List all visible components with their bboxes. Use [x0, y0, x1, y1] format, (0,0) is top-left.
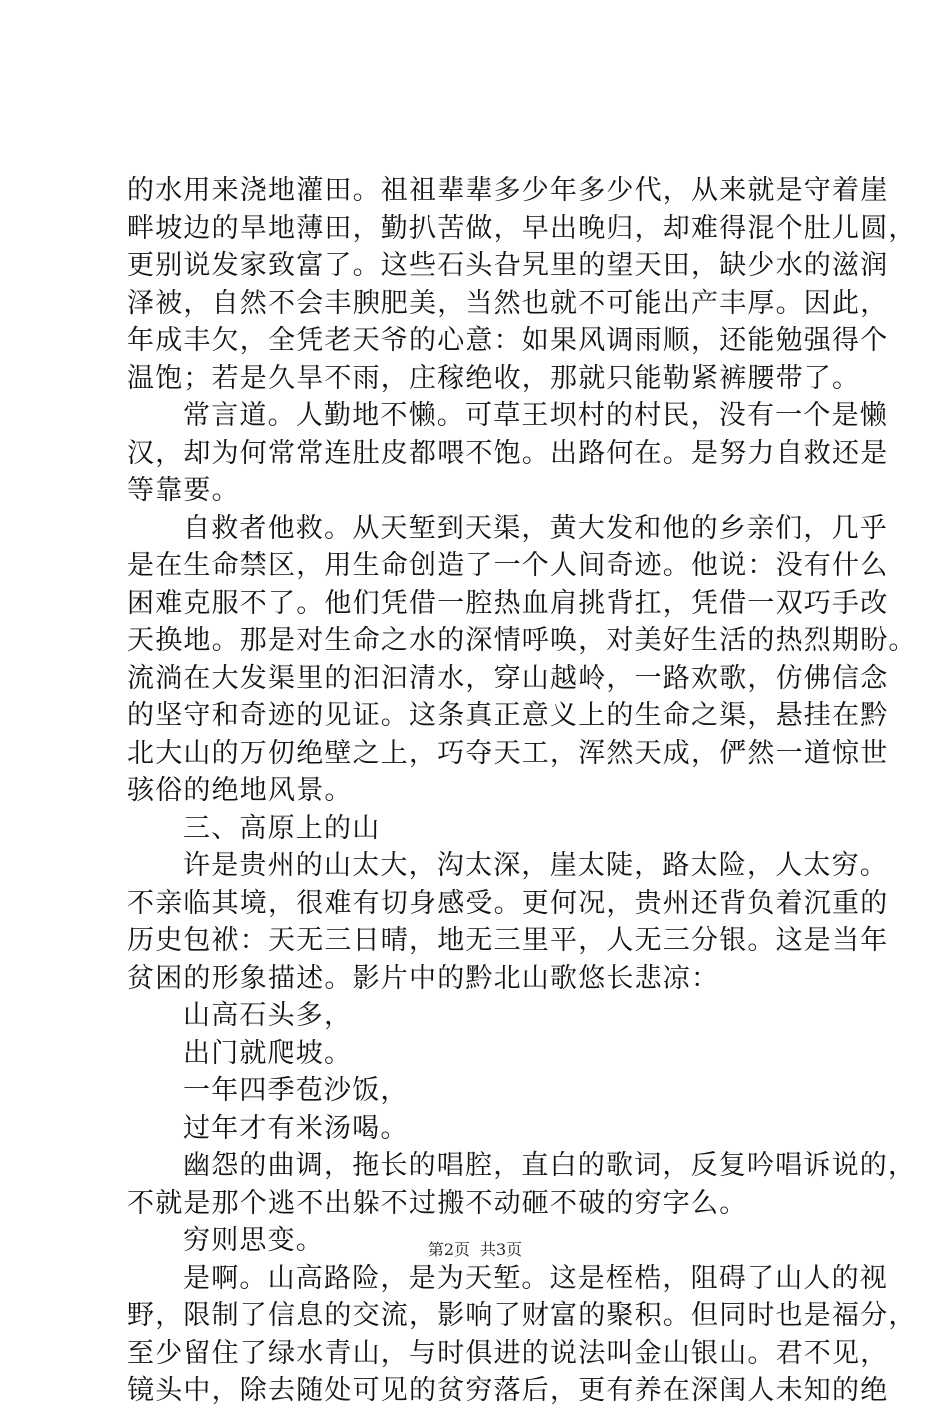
page-number: 第2页	[427, 1240, 470, 1259]
text-line: 的坚守和奇迹的见证。这条真正意义上的生命之渠，悬挂在黔	[127, 700, 889, 731]
text-line: 是在生命禁区，用生命创造了一个人间奇迹。他说：没有什么	[127, 550, 889, 581]
text-line: 年成丰欠，全凭老天爷的心意：如果风调雨顺，还能勉强得个	[127, 325, 889, 356]
text-line: 更别说发家致富了。这些石头旮旯里的望天田，缺少水的滋润	[127, 250, 889, 281]
verse-line: 过年才有米汤喝。	[183, 1112, 409, 1144]
text-line: 汉，却为何常常连肚皮都喂不饱。出路何在。是努力自救还是	[127, 437, 889, 469]
page-total: 共3页	[480, 1240, 523, 1259]
section-heading: 三、高原上的山	[183, 812, 381, 844]
text-line: 幽怨的曲调，拖长的唱腔，直白的歌词，反复吟唱诉说的，	[183, 1150, 917, 1181]
text-line: 泽被，自然不会丰腴肥美，当然也就不可能出产丰厚。因此，	[127, 287, 889, 319]
text-line: 野，限制了信息的交流，影响了财富的聚积。但同时也是福分，	[127, 1300, 917, 1331]
text-line: 不就是那个逃不出躲不过搬不动砸不破的穷字么。	[127, 1187, 748, 1219]
page-footer	[0, 1240, 950, 1260]
text-line: 穷则思变。	[183, 1225, 324, 1256]
text-line: 困难克服不了。他们凭借一腔热血肩挑背扛，凭借一双巧手改	[127, 587, 889, 619]
text-line: 天换地。那是对生命之水的深情呼唤，对美好生活的热烈期盼。	[127, 625, 917, 656]
text-line: 自救者他救。从天堑到天渠，黄大发和他的乡亲们，几乎	[183, 512, 888, 544]
verse-line: 山高石头多，	[183, 1000, 353, 1031]
text-line: 不亲临其境，很难有切身感受。更何况，贵州还背负着沉重的	[127, 887, 889, 919]
text-line: 历史包袱：天无三日晴，地无三里平，人无三分银。这是当年	[127, 925, 889, 956]
text-line: 贫困的形象描述。影片中的黔北山歌悠长悲凉：	[127, 962, 720, 994]
text-line: 是啊。山高路险，是为天堑。这是桎梏，阻碍了山人的视	[183, 1262, 888, 1294]
text-line: 北大山的万仞绝壁之上，巧夺天工，浑然天成，俨然一道惊世	[127, 737, 889, 769]
text-line: 畔坡边的旱地薄田，勤扒苦做，早出晚归，却难得混个肚儿圆，	[127, 212, 917, 244]
text-line: 常言道。人勤地不懒。可草王坝村的村民，没有一个是懒	[183, 400, 888, 431]
verse-line: 一年四季苞沙饭，	[183, 1075, 409, 1106]
text-line: 等靠要。	[127, 475, 240, 506]
text-line: 镜头中，除去随处可见的贫穷落后，更有养在深闺人未知的绝	[127, 1375, 889, 1406]
text-line: 至少留住了绿水青山，与时俱进的说法叫金山银山。君不见，	[127, 1337, 889, 1369]
document-body	[127, 172, 917, 1410]
text-line: 温饱；若是久旱不雨，庄稼绝收，那就只能勒紧裤腰带了。	[127, 362, 861, 394]
text-line: 骇俗的绝地风景。	[127, 775, 353, 806]
verse-line: 出门就爬坡。	[183, 1037, 353, 1069]
text-line: 的水用来浇地灌田。祖祖辈辈多少年多少代，从来就是守着崖	[127, 175, 889, 206]
text-line: 许是贵州的山太大，沟太深，崖太陡，路太险，人太穷。	[183, 850, 888, 881]
text-line: 流淌在大发渠里的汩汩清水，穿山越岭，一路欢歌，仿佛信念	[127, 662, 889, 694]
